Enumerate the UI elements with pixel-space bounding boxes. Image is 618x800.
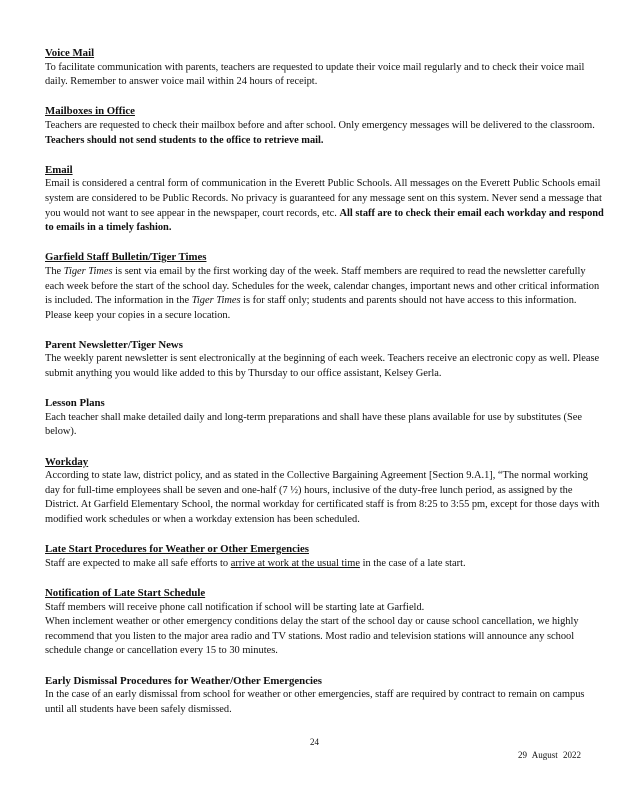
voice-mail-text: To facilitate communication with parents, teachers are requested to update their voice mail regularly and to check their voice mail daily. Remember to answer voice mail within 24 hours of receipt. — [45, 61, 585, 88]
staff-bulletin-text-1: The — [45, 265, 64, 277]
email-text: Email is considered a central form of communication in the Everett Public Schools. All messages on the Everett Public Schools email system are considered to be Public Records. No privacy is guaranteed for any message sent on this system. Never send a message that you would not want to see appear in the newspaper, court records, etc. — [45, 178, 602, 219]
early-dismissal-section — [45, 674, 605, 718]
mailboxes-heading: Mailboxes in Office — [45, 105, 135, 118]
voice-mail-section — [45, 46, 605, 90]
workday-section — [45, 455, 605, 528]
footer-date: 29 August 2022 — [518, 750, 582, 760]
mailboxes-section — [45, 104, 605, 148]
staff-bulletin-text-3: is for staff only; students and parents should not have access to this information. Please keep your copies in a secure location. — [45, 295, 577, 321]
late-start-paragraph — [45, 557, 605, 572]
parent-newsletter-text: The weekly parent newsletter is sent electronically at the beginning of each week. Teachers receive an electronic copy as well. Please submit anything you would like added to this by Thursday to our office assistant, Kelsey Gerla. — [45, 353, 600, 380]
mailboxes-text: Teachers are requested to check their mailbox before and after school. Only emergency messages will be delivered to the classroom. — [45, 119, 595, 131]
late-start-heading: Late Start Procedures for Weather or Other Emergencies — [45, 543, 309, 556]
mailboxes-paragraph — [45, 119, 605, 148]
workday-text: According to state law, district policy, and as stated in the Collective Bargaining Agreement [Section 9.A.1], “The normal working day for full-time employees shall be seven and one-half (7 ½) hours, inclusive of the duty-free lunch period, as assigned by the District. At Garfield Elementary School, the normal workday for certificated staff is from 8:25 to 3:55 pm, except for those days with modified work schedules or when a workday extension has been scheduled. — [45, 470, 600, 525]
late-start-underlined-text: arrive at work at the usual time — [230, 557, 360, 569]
early-dismissal-text: In the case of an early dismissal from school for weather or other emergencies, staff are required by contract to remain on campus until all students have been safely dismissed. — [45, 689, 585, 715]
late-start-section — [45, 542, 605, 571]
email-heading: Email — [45, 163, 73, 176]
staff-bulletin-italic-1: Tiger Times — [63, 265, 113, 277]
late-start-text-1: Staff are expected to make all safe efforts to — [45, 557, 231, 569]
staff-bulletin-text-2: is sent via email by the first working day of the week. Staff members are required to read the newsletter carefully each week before the start of the school day. Schedules for the week, calendar changes, important news and other critical information is included. The information in the — [45, 265, 600, 307]
page-number: 24 — [310, 737, 319, 747]
lesson-plans-text: Each teacher shall make detailed daily and long-term preparations and shall have these plans available for use by substitutes (See below). — [45, 411, 582, 438]
parent-newsletter-heading: Parent Newsletter/Tiger News — [45, 338, 183, 351]
early-dismissal-heading: Early Dismissal Procedures for Weather/Other Emergencies — [45, 674, 322, 687]
staff-bulletin-italic-2: Tiger Times — [191, 295, 241, 307]
email-paragraph — [45, 177, 605, 235]
late-start-text-2: in the case of a late start. — [359, 557, 466, 569]
email-bold-text: All staff are to check their email each workday and respond to emails in a timely fashion. — [45, 207, 604, 234]
staff-bulletin-paragraph — [45, 265, 605, 323]
notification-heading: Notification of Late Start Schedule — [45, 586, 206, 599]
document-page — [45, 46, 605, 732]
voice-mail-heading: Voice Mail — [45, 47, 95, 59]
lesson-plans-heading: Lesson Plans — [45, 397, 105, 410]
notification-line-2: When inclement weather or other emergency conditions delay the start of the school day or cause school cancellation, we highly recommend that you listen to the major area radio and TV stations. Most radio and television stations will announce any school schedule change or cancellation every 15 to 30 minutes. — [45, 616, 579, 657]
staff-bulletin-heading: Garfield Staff Bulletin/Tiger Times — [45, 251, 207, 264]
notification-line-1: Staff members will receive phone call notification if school will be starting late at Garfield. — [45, 601, 425, 613]
mailboxes-bold-text: Teachers should not send students to the office to retrieve mail. — [45, 134, 324, 146]
notification-section — [45, 586, 605, 659]
parent-newsletter-section — [45, 338, 605, 382]
lesson-plans-section — [45, 396, 605, 440]
email-section — [45, 163, 605, 236]
staff-bulletin-section — [45, 250, 605, 323]
workday-heading: Workday — [45, 455, 89, 468]
